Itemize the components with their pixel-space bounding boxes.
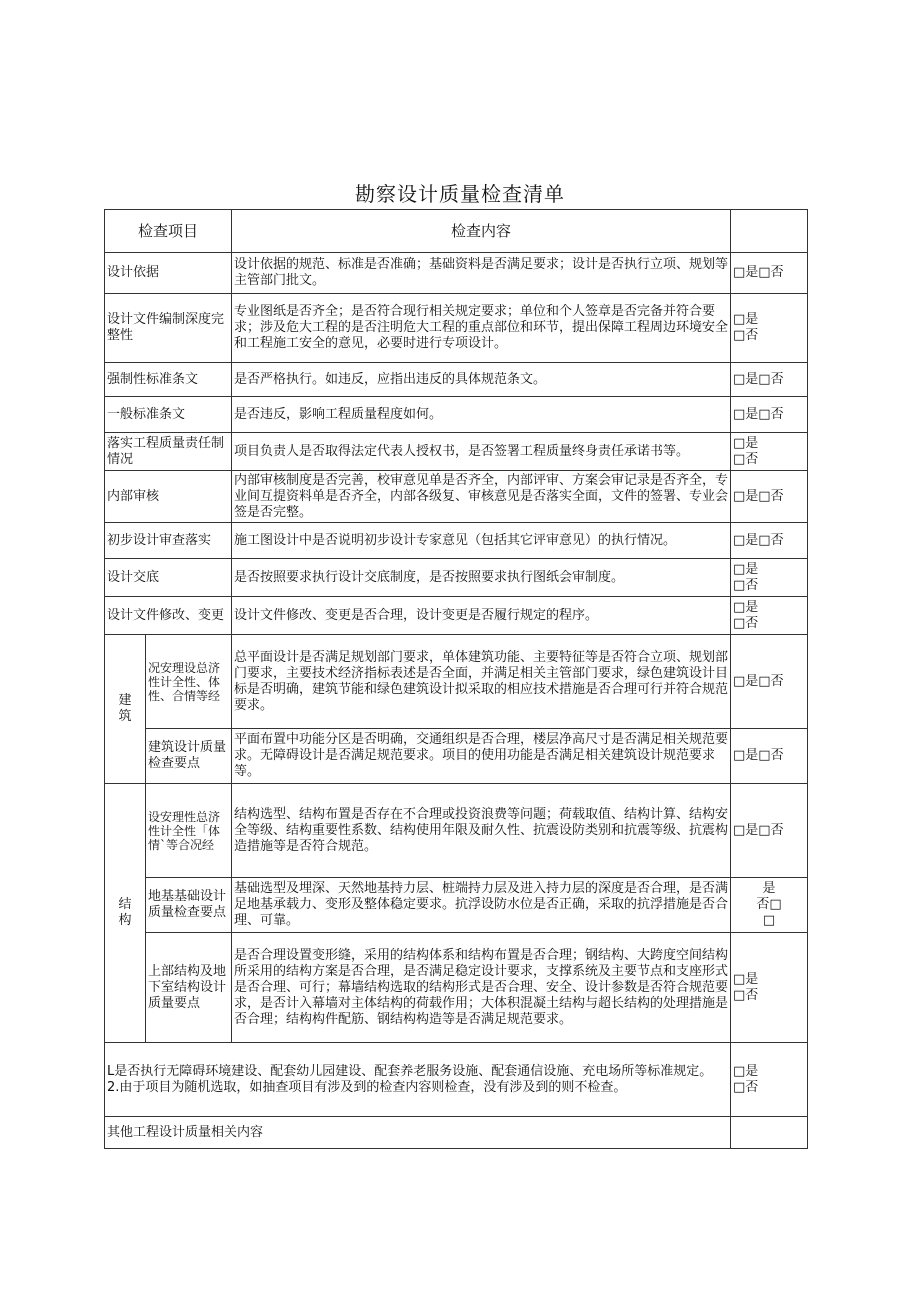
row-check[interactable]: □是 □否 [731, 933, 808, 1043]
table-row [105, 933, 808, 1043]
row-content: 内部审核制度是否完善，校审意见单是否齐全，内部评审、方案会审记录是否齐全，专业间互提资料单是否齐全，内部各级复、审核意见是否落实全面，文件的签署、专业会签是否完整。 [232, 471, 731, 523]
row-content: 是否按照要求执行设计交底制度，是否按照要求执行图纸会审制度。 [232, 559, 731, 597]
row-item: 初步设计审查落实 [105, 523, 232, 559]
group-label-text: 结构 [118, 897, 132, 928]
note-2: 2.由于项目为随机选取，如抽查项目有涉及到的检查内容则检查，没有涉及到的则不检查。 [107, 1079, 627, 1095]
row-item: 设计交底 [105, 559, 232, 597]
row-check[interactable]: □是□否 [731, 397, 808, 433]
table-row [105, 559, 808, 597]
row-content: 施工图设计中是否说明初步设计专家意见（包括其它评审意见）的执行情况。 [232, 523, 731, 559]
checklist-table [104, 209, 808, 1149]
row-item: 强制性标准条文 [105, 363, 232, 397]
row-check[interactable]: □是□否 [731, 363, 808, 397]
table-row [105, 363, 808, 397]
group-label-text: 建筑 [118, 693, 132, 724]
row-content: 结构选型、结构布置是否存在不合理或投资浪费等问题；荷载取值、结构计算、结构安全等级、结构重要性系数、结构使用年限及耐久性、抗震设防类别和抗震等级、抗震构造措施等是否符合规范。 [232, 784, 731, 878]
row-check[interactable]: □是□否 [731, 784, 808, 878]
table-row [105, 523, 808, 559]
table-row [105, 784, 808, 878]
table-row [105, 253, 808, 294]
row-check[interactable]: □是□否 [731, 523, 808, 559]
row-item: 设计依据 [105, 253, 232, 294]
row-check[interactable]: □是□否 [731, 471, 808, 523]
row-content: 设计依据的规范、标准是否准确；基础资料是否满足要求；设计是否执行立项、规划等主管部门批文。 [232, 253, 731, 294]
row-content: 项目负责人是否取得法定代表人授权书，是否签署工程质量终身责任承诺书等。 [232, 433, 731, 471]
row-content: 是否违反，影响工程质量程度如何。 [232, 397, 731, 433]
row-check[interactable]: □是□否 [731, 635, 808, 729]
table-row [105, 397, 808, 433]
table-row [105, 471, 808, 523]
notes-row [105, 1043, 808, 1117]
row-check[interactable]: □是□否 [731, 253, 808, 294]
header-check [731, 210, 808, 253]
row-item: 况安理设总济性计全性、体性、合情等经 [146, 635, 232, 729]
row-check[interactable]: □是 □否 [731, 597, 808, 635]
row-item: 建筑设计质量检查要点 [146, 729, 232, 784]
row-check[interactable]: □是 □否 [731, 1043, 808, 1117]
row-content: 是否严格执行。如违反，应指出违反的具体规范条文。 [232, 363, 731, 397]
row-item: 落实工程质量责任制情况 [105, 433, 232, 471]
header-item: 检查项目 [105, 210, 232, 253]
header-content: 检查内容 [232, 210, 731, 253]
row-content: 基础选型及埋深、天然地基持力层、桩端持力层及进入持力层的深度是否合理，是否满足地基承载力、变形及整体稳定要求。抗浮设防水位是否正确，采取的抗浮措施是否合理、可靠。 [232, 878, 731, 933]
table-row [105, 635, 808, 729]
header-row [105, 210, 808, 253]
group-label-structure [105, 784, 146, 1043]
row-check[interactable]: □是 □否 [731, 433, 808, 471]
row-check[interactable]: □是 □否 [731, 294, 808, 363]
table-row [105, 729, 808, 784]
row-item: 一般标准条文 [105, 397, 232, 433]
table-row [105, 597, 808, 635]
row-content: 设计文件修改、变更是否合理，设计变更是否履行规定的程序。 [232, 597, 731, 635]
row-item: 设计文件编制深度完整性 [105, 294, 232, 363]
other-label: 其他工程设计质量相关内容 [105, 1117, 731, 1149]
row-content: 是否合理设置变形缝，采用的结构体系和结构布置是否合理；钢结构、大跨度空间结构所采用的结构方案是否合理，是否满足稳定设计要求，支撑系统及主要节点和支座形式是否合理、可行；幕墙结构选取的结构形式是否合理、安全、设计参数是否符合规范要求，是否计入幕墙对主体结构的荷载作用；大体积混凝土结构与超长结构的处理措施是否合理；结构构件配筋、钢结构构造等是否满足规范要求。 [232, 933, 731, 1043]
row-check[interactable]: □是□否 [731, 729, 808, 784]
table-row [105, 433, 808, 471]
table-row [105, 878, 808, 933]
row-item: 上部结构及地下室结构设计质量要点 [146, 933, 232, 1043]
row-item: 地基基础设计质量检查要点 [146, 878, 232, 933]
row-content: 专业图纸是否齐全；是否符合现行相关规定要求；单位和个人签章是否完备并符合要求；涉及危大工程的是否注明危大工程的重点部位和环节，提出保障工程周边环境安全和工程施工安全的意见，必要时进行专项设计。 [232, 294, 731, 363]
table-row [105, 294, 808, 363]
row-item: 设计文件修改、变更 [105, 597, 232, 635]
row-check[interactable]: □是 □否 [731, 559, 808, 597]
notes-cell [105, 1043, 731, 1117]
row-item: 设安理性总济性计全性「体情`等合况经 [146, 784, 232, 878]
page-title: 勘察设计质量检查清单 [355, 182, 565, 206]
row-content: 总平面设计是否满足规划部门要求，单体建筑功能、主要特征等是否符合立项、规划部门要求，主要技术经济指标表述是否全面，并满足相关主管部门要求，绿色建筑设计目标是否明确，建筑节能和绿色建筑设计拟采取的相应技术措施是否合理可行并符合规范要求。 [232, 635, 731, 729]
note-1: L是否执行无障碍环境建设、配套幼儿园建设、配套养老服务设施、配套通信设施、充电场所等标准规定。 [107, 1063, 713, 1079]
other-row [105, 1117, 808, 1149]
group-label-architecture [105, 635, 146, 784]
row-check[interactable] [731, 1117, 808, 1149]
row-check[interactable]: 是 否□ □ [731, 878, 808, 933]
row-item: 内部审核 [105, 471, 232, 523]
row-content: 平面布置中功能分区是否明确，交通组织是否合理，楼层净高尺寸是否满足相关规范要求。无障碍设计是否满足规范要求。项目的使用功能是否满足相关建筑设计规范要求等。 [232, 729, 731, 784]
